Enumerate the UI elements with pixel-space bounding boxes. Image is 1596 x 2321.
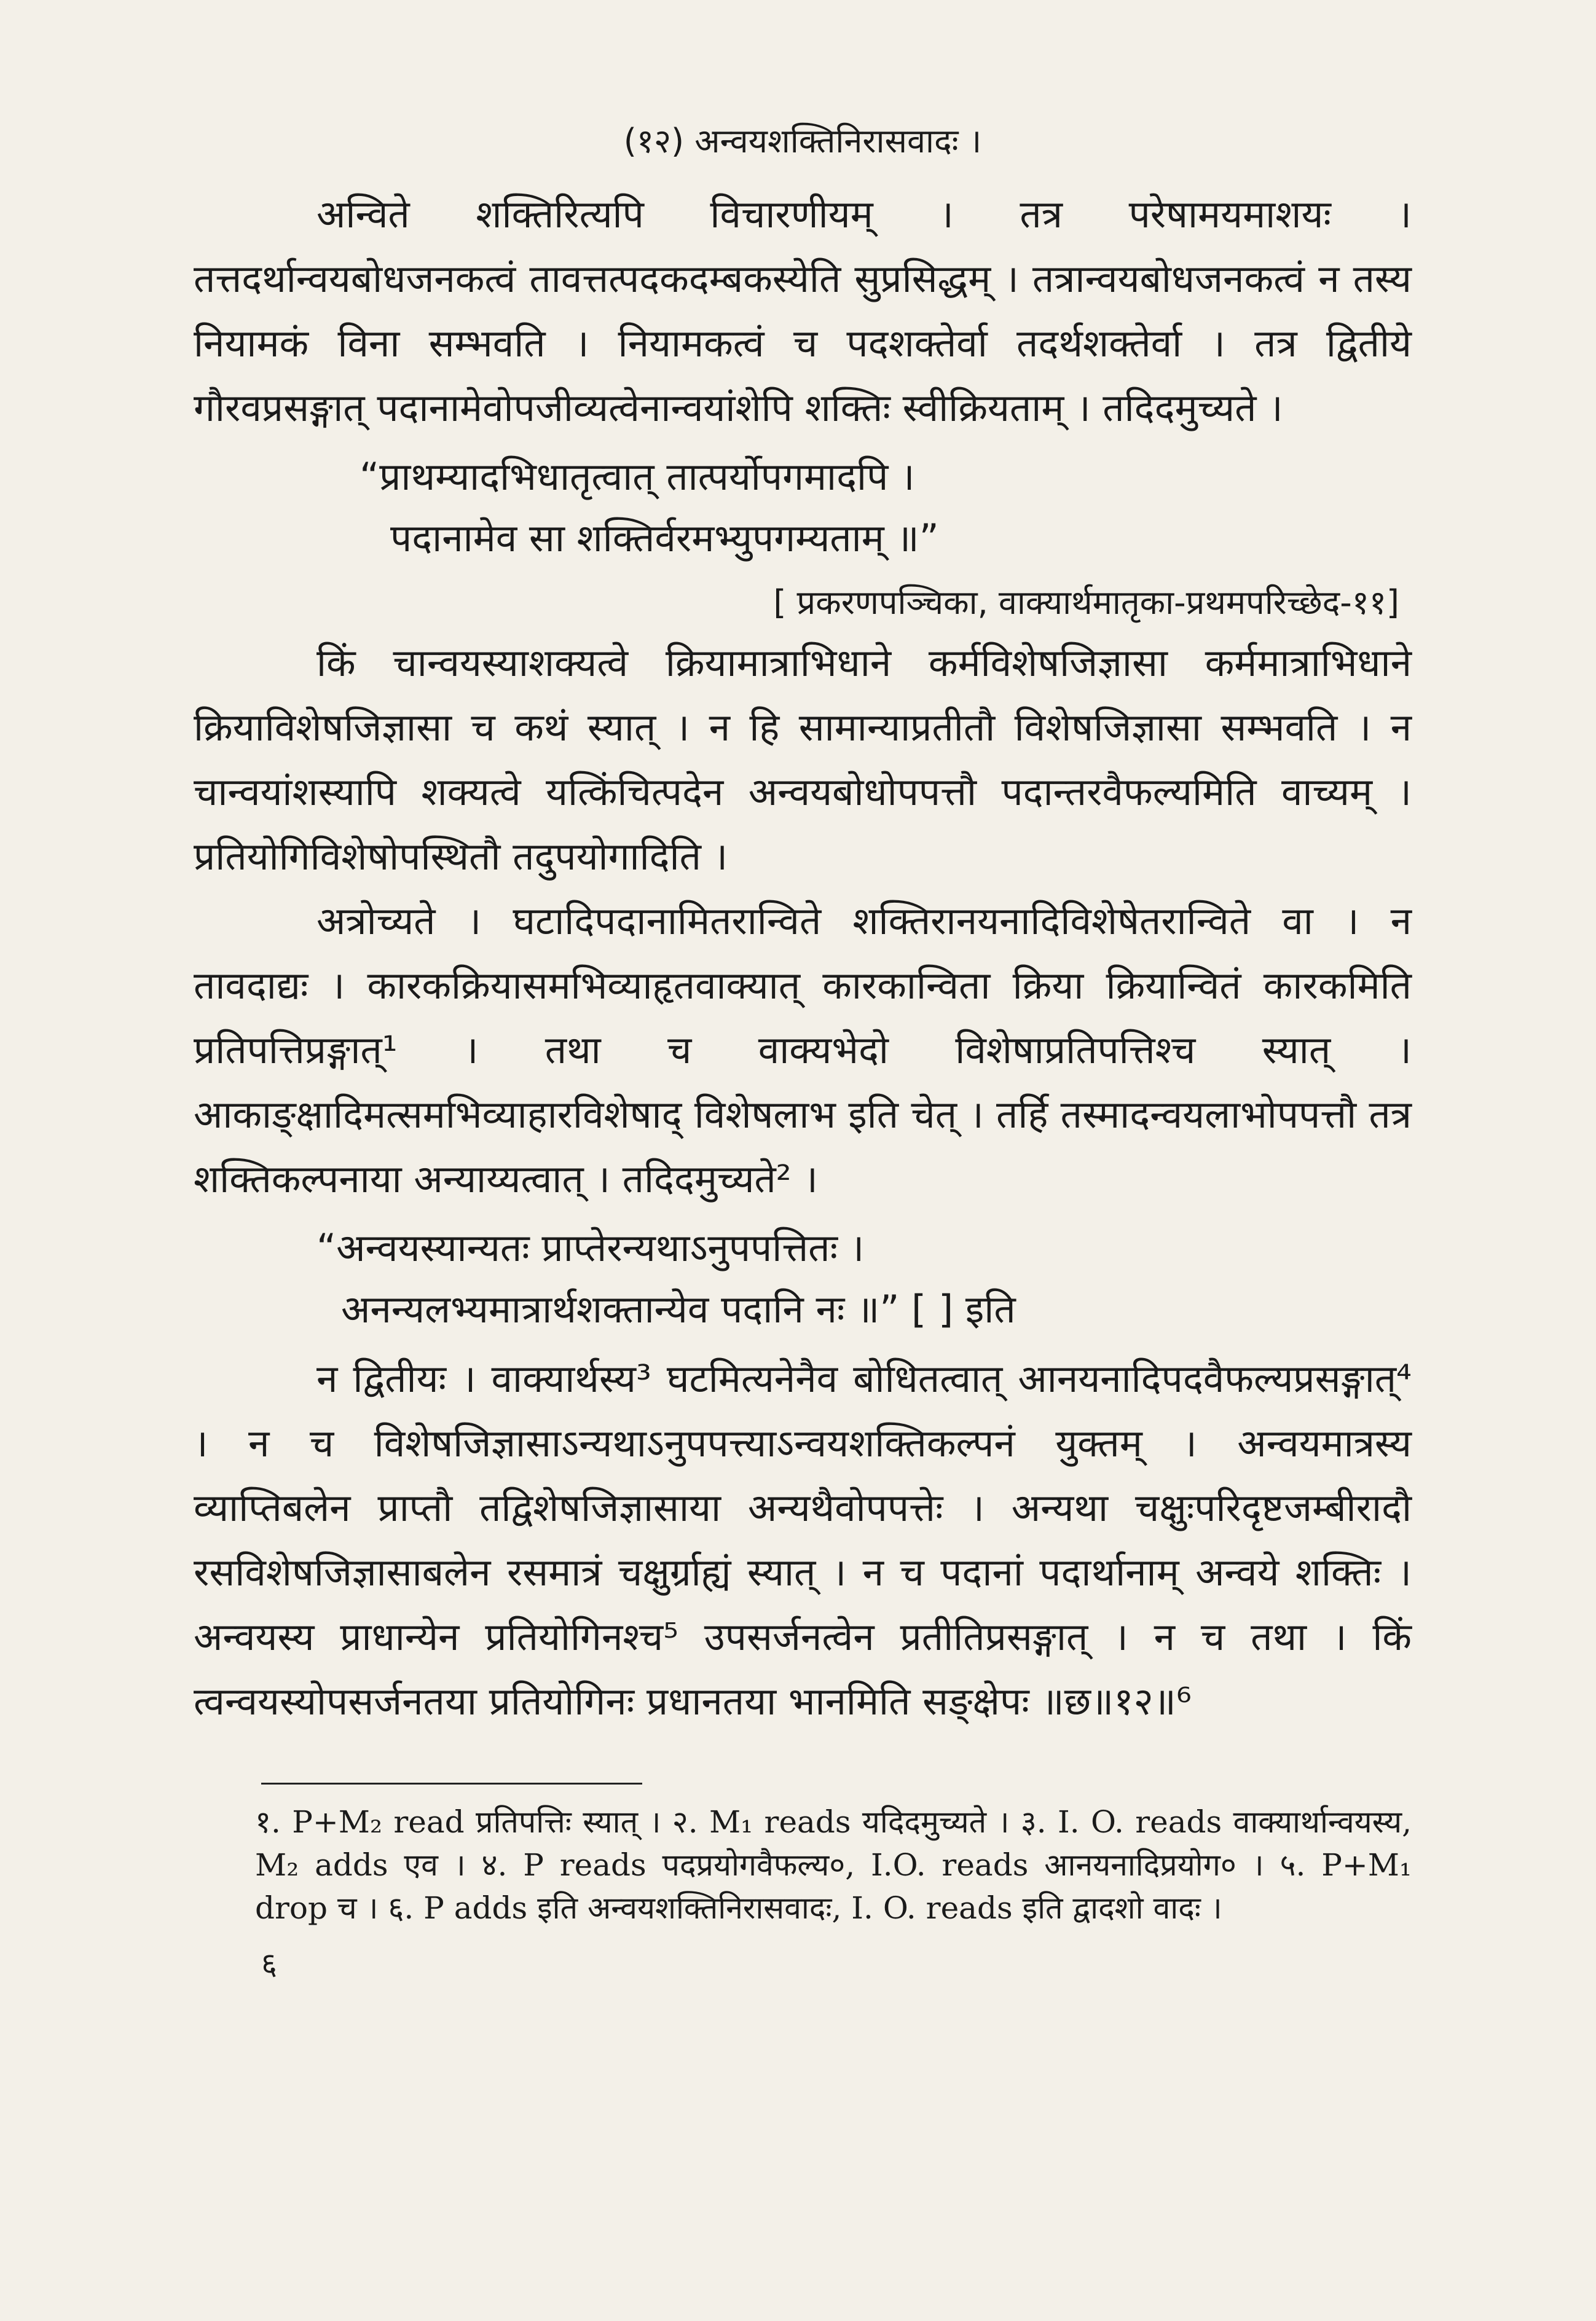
verse-2-line-1: “अन्वयस्यान्यतः प्राप्तेरन्यथाऽनुपपत्तितः । bbox=[316, 1225, 865, 1270]
footnotes: १. P+M₂ read प्रतिपत्तिः स्यात् । २. M₁ reads यदिदमुच्यते । ३. I. O. reads वाक्यार्थान्वयस्य, M₂ adds एव । ४. P reads पदप्रयोगवैफल्य०, I.O. reads आनयनादिप्रयोग० । ५. P+M₁ drop च । ६. P adds इति अन्वयशक्तिनिरासवादः, I. O. reads इति द्वादशो वादः । bbox=[255, 1804, 1412, 1926]
paragraph-4: न द्वितीयः । वाक्यार्थस्य³ घटमित्यनेनैव बोधितत्वात् आनयनादिपदवैफल्यप्रसङ्गात्⁴ । न च विशेषजिज्ञासाऽन्यथाऽनुपपत्त्याऽन्वयशक्तिकल्पनं युक्तम् । अन्वयमात्रस्य व्याप्तिबलेन प्राप्तौ तद्विशेषजिज्ञासाया अन्यथैवोपपत्तेः । अन्यथा चक्षुःपरिदृष्टजम्बीरादौ रसविशेषजिज्ञासाबलेन रसमात्रं चक्षुर्ग्राह्यं स्यात् । न च पदानां पदार्थानाम् अन्वये शक्तिः । अन्वयस्य प्राधान्येन प्रतियोगिनश्च⁵ उपसर्जनत्वेन प्रतीतिप्रसङ्गात् । न च तथा । किं त्वन्वयस्योपसर्जनतया प्रतियोगिनः प्रधानतया भानमिति सङ्क्षेपः ॥छ॥१२॥⁶ bbox=[194, 1356, 1412, 1724]
section-heading: (१२) अन्वयशक्तिनिरासवादः । bbox=[623, 122, 982, 160]
verse-1-line-2: पदानामेव सा शक्तिर्वरमभ्युपगम्यताम् ॥” bbox=[390, 516, 939, 560]
verse-block-1 bbox=[194, 446, 1412, 569]
main-text bbox=[194, 182, 1412, 1734]
page-number: ६ bbox=[261, 1946, 277, 1982]
verse-1-line-1: “प्राथम्यादभिधातृत्वात् तात्पर्योपगमादपि । bbox=[360, 454, 915, 499]
verse-1-citation: [ प्रकरणपञ्चिका, वाक्यार्थमातृका-प्रथमपरिच्छेद-११] bbox=[773, 583, 1399, 622]
paragraph-3: अत्रोच्यते । घटादिपदानामितरान्विते शक्तिरानयनादिविशेषेतरान्विते वा । न तावदाद्यः । कारकक्रियासमभिव्याहृतवाक्यात् कारकान्विता क्रिया क्रियान्वितं कारकमिति प्रतिपत्तिप्रङ्गात्¹ । तथा च वाक्यभेदो विशेषाप्रतिपत्तिश्च स्यात् । आकाङ्क्षादिमत्समभिव्याहारविशेषाद् विशेषलाभ इति चेत् । तर्हि तस्मादन्वयलाभोपपत्तौ तत्र शक्तिकल्पनाया अन्याय्यत्वात् । तदिदमुच्यते² । bbox=[194, 898, 1412, 1201]
verse-2-line-2: अनन्यलभ्यमात्रार्थशक्तान्येव पदानि नः ॥” [ ] इति bbox=[341, 1287, 1016, 1332]
footnote-divider bbox=[261, 1783, 642, 1785]
verse-block-2 bbox=[194, 1217, 1412, 1340]
paragraph-2: किं चान्वयस्याशक्यत्वे क्रियामात्राभिधाने कर्मविशेषजिज्ञासा कर्ममात्राभिधाने क्रियाविशेषजिज्ञासा च कथं स्यात् । न हि सामान्याप्रतीतौ विशेषजिज्ञासा सम्भवति । न चान्वयांशस्यापि शक्यत्वे यत्किंचित्पदेन अन्वयबोधोपपत्तौ पदान्तरवैफल्यमिति वाच्यम् । प्रतियोगिविशेषोपस्थितौ तदुपयोगादिति । bbox=[194, 640, 1412, 879]
paragraph-1: अन्विते शक्तिरित्यपि विचारणीयम् । तत्र परेषामयमाशयः । तत्तदर्थान्वयबोधजनकत्वं तावत्तत्पदकदम्बकस्येति सुप्रसिद्धम् । तत्रान्वयबोधजनकत्वं न तस्य नियामकं विना सम्भवति । नियामकत्वं च पदशक्तेर्वा तदर्थशक्तेर्वा । तत्र द्वितीये गौरवप्रसङ्गात् पदानामेवोपजीव्यत्वेनान्वयांशेपि शक्तिः स्वीक्रियताम् । तदिदमुच्यते । bbox=[194, 192, 1412, 430]
